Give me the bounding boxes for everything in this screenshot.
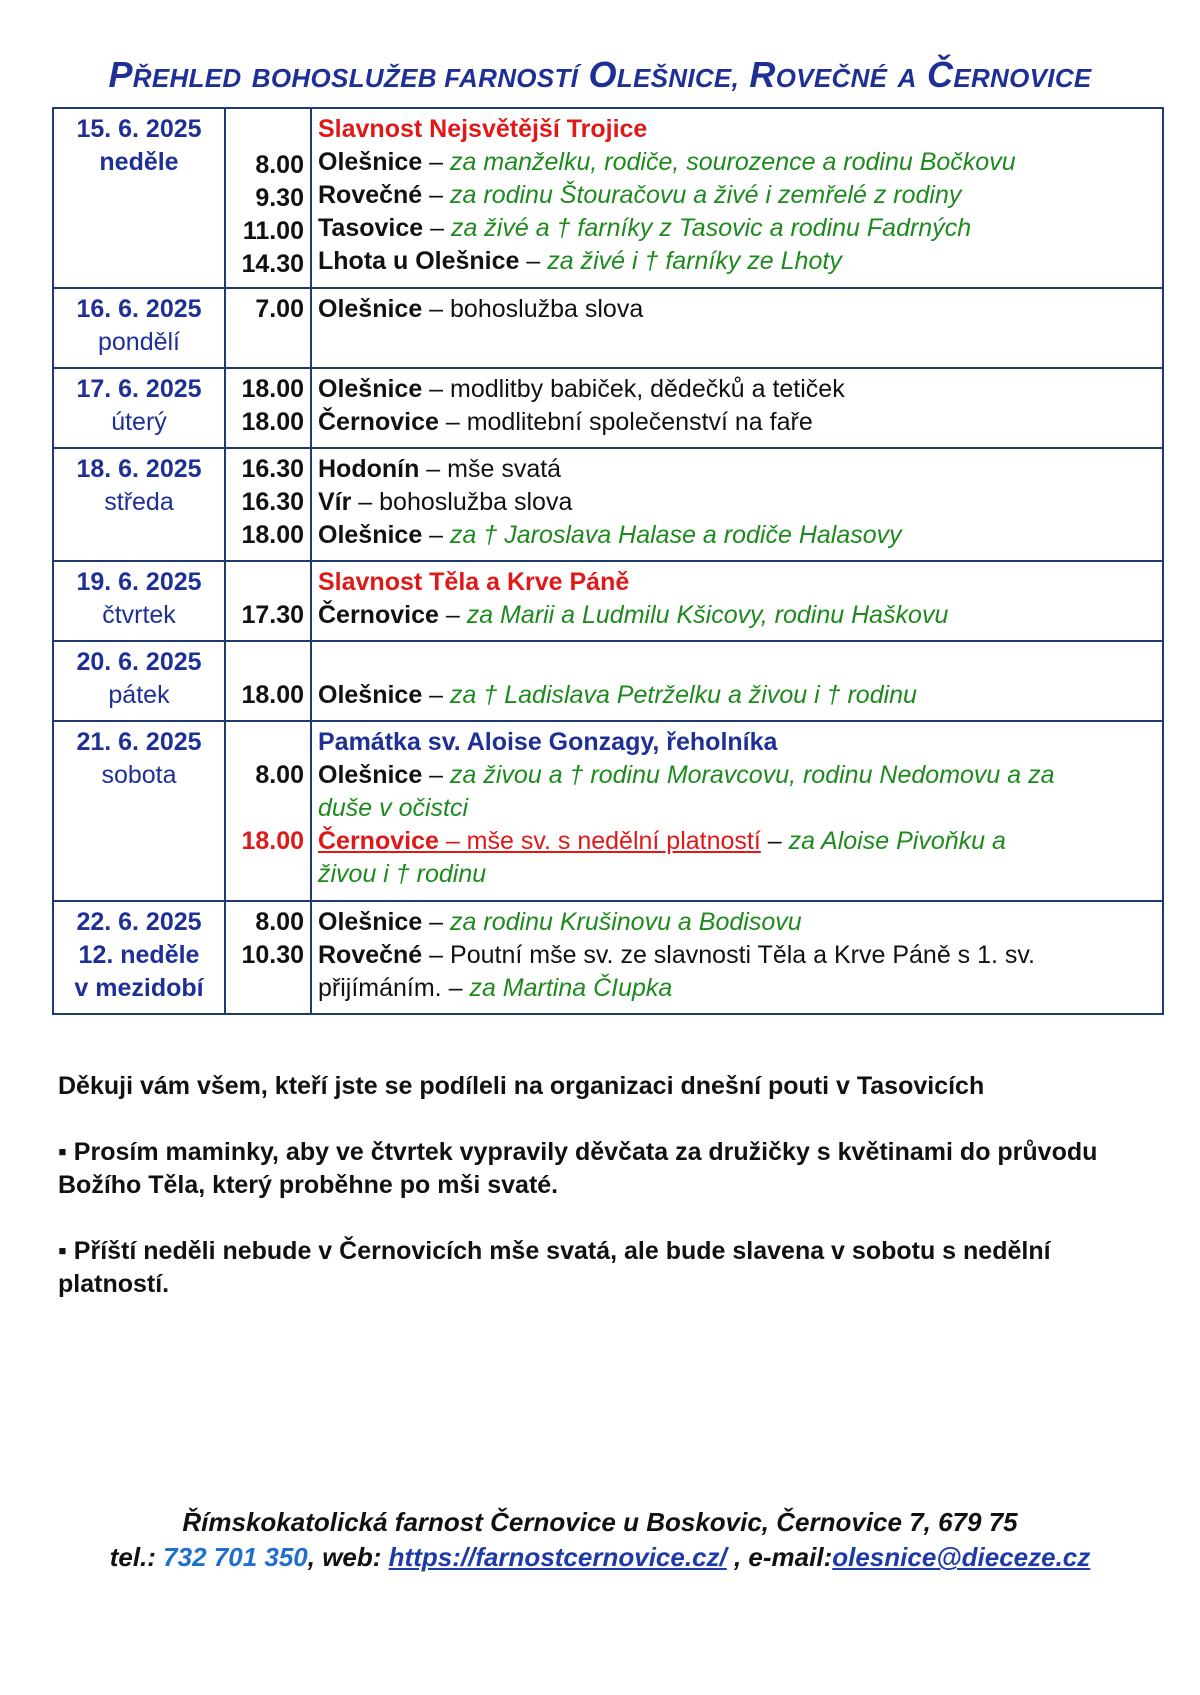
schedule-table xyxy=(52,107,1164,1015)
time: 18.00 xyxy=(241,408,304,436)
announcement: Děkuji vám všem, kteří jste se podíleli na organizaci dnešní pouti v Tasovicích xyxy=(58,1072,985,1100)
desc-cell xyxy=(311,641,1163,721)
date-cell xyxy=(53,288,225,368)
time-cell xyxy=(225,108,311,288)
date: 22. 6. 2025 xyxy=(76,908,202,936)
desc-cell xyxy=(311,108,1163,288)
weekday: čtvrtek xyxy=(102,601,176,629)
time: 14.30 xyxy=(241,249,304,278)
date-cell xyxy=(53,561,225,641)
service-entry: Olešnice – za rodinu Krušinovu a Bodisovu xyxy=(318,908,802,936)
time: 18.00 xyxy=(241,681,304,709)
footer xyxy=(0,1505,1200,1575)
time: 17.30 xyxy=(241,601,304,629)
schedule-row xyxy=(53,448,1163,561)
time: 9.30 xyxy=(255,183,304,212)
time: 16.30 xyxy=(241,488,304,516)
page-title: PŘEHLED BOHOSLUŽEB FARNOSTÍ OLEŠNICE, ROVEČNÉ A ČERNOVICE xyxy=(108,54,1092,95)
email-link[interactable]: olesnice@dieceze.cz xyxy=(832,1542,1091,1572)
time: 10.30 xyxy=(241,941,304,969)
service-entry: Hodonín – mše svatá xyxy=(318,455,562,483)
service-entry: Olešnice – za manželku, rodiče, sourozence a rodinu Bočkovu xyxy=(318,148,1016,176)
time: 8.00 xyxy=(255,150,304,179)
service-entry: Olešnice – za živou a † rodinu Moravcovu, rodinu Nedomovu a za xyxy=(318,761,1055,789)
schedule-row xyxy=(53,561,1163,641)
service-entry: Lhota u Olešnice – za živé i † farníky ze Lhoty xyxy=(318,247,842,275)
date: 18. 6. 2025 xyxy=(76,455,202,483)
time-cell xyxy=(225,368,311,448)
desc-cell xyxy=(311,561,1163,641)
date-cell xyxy=(53,901,225,1014)
schedule-row xyxy=(53,641,1163,721)
date: 21. 6. 2025 xyxy=(76,728,202,756)
date: 15. 6. 2025 xyxy=(76,115,202,143)
date: 20. 6. 2025 xyxy=(76,648,202,676)
contact-line: tel.: 732 701 350, web: https://farnostcernovice.cz/ , e-mail:olesnice@dieceze.cz xyxy=(109,1542,1091,1572)
time: 8.00 xyxy=(255,761,304,789)
time: 8.00 xyxy=(255,908,304,936)
date: 19. 6. 2025 xyxy=(76,568,202,596)
weekday: středa xyxy=(104,488,174,516)
date-cell xyxy=(53,368,225,448)
service-entry: Olešnice – bohoslužba slova xyxy=(318,295,644,323)
weekday: 12. neděle xyxy=(78,941,200,969)
desc-cell xyxy=(311,721,1163,901)
feast-title: Slavnost Nejsvětější Trojice xyxy=(318,115,648,143)
time-cell xyxy=(225,901,311,1014)
time: 18.00 xyxy=(241,375,304,403)
weekday: sobota xyxy=(101,761,177,789)
service-entry-cont: přijímáním. – za Martina ČIupka xyxy=(318,974,673,1002)
schedule-row xyxy=(53,901,1163,1014)
weekday: úterý xyxy=(111,408,167,436)
time-cell xyxy=(225,448,311,561)
date: 17. 6. 2025 xyxy=(76,375,202,403)
service-entry: Černovice – za Marii a Ludmilu Kšicovy, rodinu Haškovu xyxy=(318,601,949,629)
time: 18.00 xyxy=(241,521,304,549)
weekday: neděle xyxy=(99,148,179,176)
time: 11.00 xyxy=(242,216,304,245)
phone: 732 701 350 xyxy=(163,1542,308,1572)
time-cell xyxy=(225,721,311,901)
service-entry: Olešnice – za † Ladislava Petrželku a živou i † rodinu xyxy=(318,681,917,709)
schedule-row xyxy=(53,288,1163,368)
desc-cell xyxy=(311,448,1163,561)
service-entry-cont: duše v očistci xyxy=(318,794,469,822)
time: 16.30 xyxy=(241,455,304,483)
date-cell xyxy=(53,641,225,721)
announcement: ▪ Příští neděli nebude v Černovicích mše svatá, ale bude slavena v sobotu s nedělní platností. xyxy=(58,1237,1051,1298)
service-entry: Černovice – modlitební společenství na faře xyxy=(318,408,813,436)
desc-cell xyxy=(311,288,1163,368)
weekday: v mezidobí xyxy=(74,974,204,1002)
service-entry: Olešnice – modlitby babiček, dědečků a tetiček xyxy=(318,375,845,403)
service-entry-cont: živou i † rodinu xyxy=(318,860,487,888)
date-cell xyxy=(53,721,225,901)
weekday: pondělí xyxy=(97,328,181,356)
time-cell xyxy=(225,641,311,721)
time: 7.00 xyxy=(255,295,304,323)
service-entry: Vír – bohoslužba slova xyxy=(318,488,573,516)
parish-address: Římskokatolická farnost Černovice u Boskovic, Černovice 7, 679 75 xyxy=(182,1507,1018,1537)
announcements xyxy=(58,1070,1158,1334)
feast-title: Památka sv. Aloise Gonzagy, řeholníka xyxy=(318,728,778,756)
schedule-row xyxy=(53,108,1163,288)
service-entry: Rovečné – Poutní mše sv. ze slavnosti Těla a Krve Páně s 1. sv. xyxy=(318,941,1036,969)
date: 16. 6. 2025 xyxy=(76,295,202,323)
schedule-row xyxy=(53,721,1163,901)
date-cell xyxy=(53,108,225,288)
weekday: pátek xyxy=(108,681,170,709)
service-entry: Tasovice – za živé a † farníky z Tasovic a rodinu Fadrných xyxy=(318,214,972,242)
time: 18.00 xyxy=(241,827,304,855)
date-cell xyxy=(53,448,225,561)
time-cell xyxy=(225,288,311,368)
service-entry: Černovice – mše sv. s nedělní platností – za Aloise Pivoňku a xyxy=(318,827,1006,855)
desc-cell xyxy=(311,901,1163,1014)
feast-title: Slavnost Těla a Krve Páně xyxy=(318,568,630,596)
desc-cell xyxy=(311,368,1163,448)
announcement: ▪ Prosím maminky, aby ve čtvrtek vypravily děvčata za družičky s květinami do průvodu Božího Těla, který proběhne po mši svaté. xyxy=(58,1138,1098,1199)
schedule-row xyxy=(53,368,1163,448)
service-entry: Rovečné – za rodinu Štouračovu a živé i zemřelé z rodiny xyxy=(318,181,962,209)
web-link[interactable]: https://farnostcernovice.cz/ xyxy=(388,1542,727,1572)
service-entry: Olešnice – za † Jaroslava Halase a rodiče Halasovy xyxy=(318,521,902,549)
time-cell xyxy=(225,561,311,641)
